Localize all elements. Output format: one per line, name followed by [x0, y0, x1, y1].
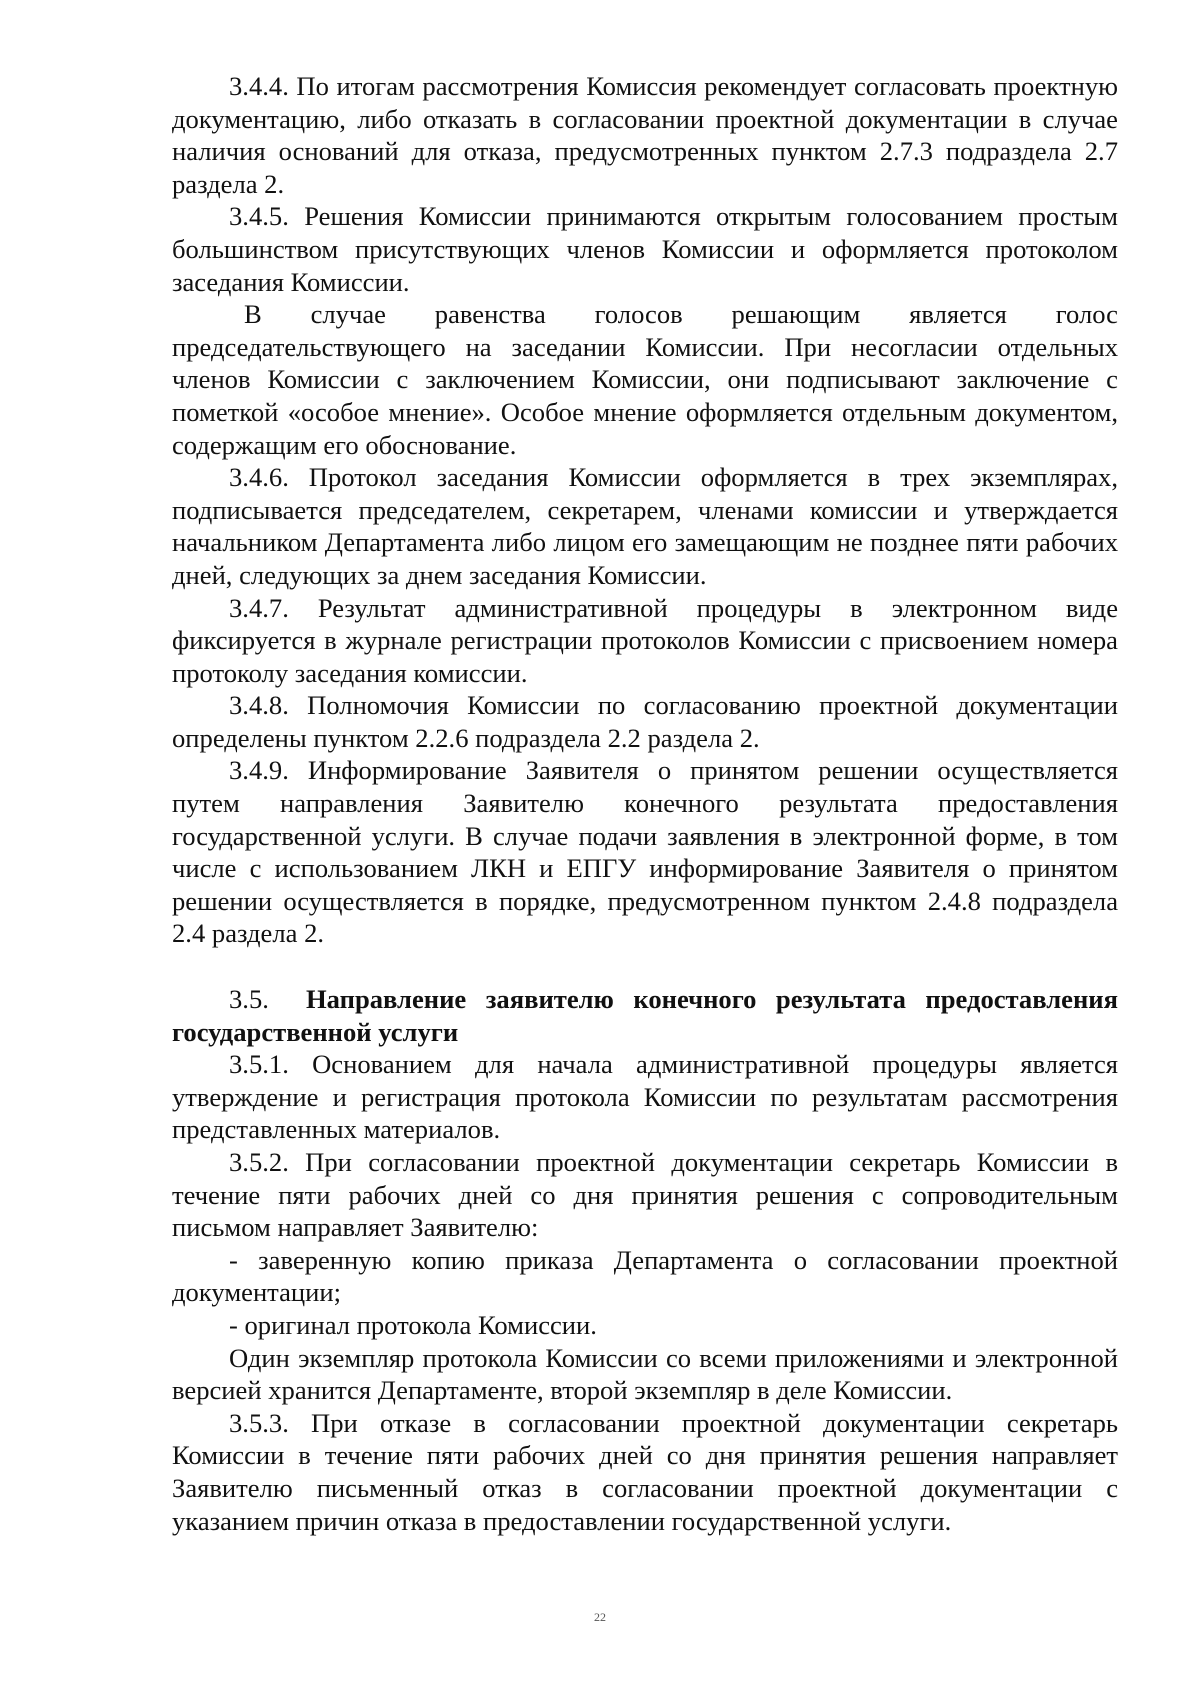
paragraph-3-5-3: 3.5.3. При отказе в согласовании проектной документации секретарь Комиссии в течение пяти рабочих дней со дня принятия решения направляет Заявителю письменный отказ в согласовании проектной документации с указанием причин отказа в предоставлении государственной услуги. [172, 1407, 1118, 1536]
section-spacer [172, 950, 1118, 983]
section-number: 3.5. [229, 984, 269, 1015]
paragraph-3-4-7: 3.4.7. Результат административной процедуры в электронном виде фиксируется в журнале регистрации протоколов Комиссии с присвоением номера протоколу заседания комиссии. [172, 592, 1118, 688]
section-title: Направление заявителю конечного результата предоставления государственной услуги [172, 984, 1118, 1047]
paragraph-3-4-5: 3.4.5. Решения Комиссии принимаются открытым голосованием простым большинством присутствующих членов Комиссии и оформляется протоколом заседания Комиссии. [172, 201, 1118, 297]
paragraph-3-4-4: 3.4.4. По итогам рассмотрения Комиссия рекомендует согласовать проектную документацию, либо отказать в согласовании проектной документации в случае наличия оснований для отказа, предусмотренных пунктом 2.7.3 подраздела 2.7 раздела 2. [172, 71, 1118, 199]
paragraph-3-5-2: 3.5.2. При согласовании проектной документации секретарь Комиссии в течение пяти рабочих дней со дня принятия решения с сопроводительным письмом направляет Заявителю: [172, 1147, 1118, 1243]
list-item-copy-order: - заверенную копию приказа Департамента о согласовании проектной документации; [172, 1244, 1118, 1308]
paragraph-storage: Один экземпляр протокола Комиссии со всеми приложениями и электронной версией хранится Департаменте, второй экземпляр в деле Комиссии. [172, 1342, 1118, 1406]
paragraph-3-4-9: 3.4.9. Информирование Заявителя о принятом решении осуществляется путем направления Заявителю конечного результата предоставления государственной услуги. В случае подачи заявления в электронной форме, в том числе с использованием ЛКН и ЕПГУ информирование Заявителя о принятом решении осуществляется в порядке, предусмотренном пунктом 2.4.8 подраздела 2.4 раздела 2. [172, 755, 1118, 949]
paragraph-3-4-6: 3.4.6. Протокол заседания Комиссии оформляется в трех экземплярах, подписывается председателем, секретарем, членами комиссии и утверждается начальником Департамента либо лицом его замещающим не позднее пяти рабочих дней, следующих за днем заседания Комиссии. [172, 462, 1118, 590]
list-item-original-protocol: - оригинал протокола Комиссии. [229, 1309, 597, 1340]
page-number: 22 [594, 1610, 606, 1624]
paragraph-3-5-1: 3.5.1. Основанием для начала административной процедуры является утверждение и регистрация протокола Комиссии по результатам рассмотрения представленных материалов. [172, 1049, 1118, 1145]
document-page [172, 70, 1118, 1537]
paragraph-3-4-8: 3.4.8. Полномочия Комиссии по согласованию проектной документации определены пунктом 2.2.6 подраздела 2.2 раздела 2. [172, 690, 1118, 753]
section-heading [172, 983, 1118, 1048]
paragraph-equal-votes: В случае равенства голосов решающим является голос председательствующего на заседании Комиссии. При несогласии отдельных членов Комиссии с заключением Комиссии, они подписывают заключение с пометкой «особое мнение». Особое мнение оформляется отдельным документом, содержащим его обоснование. [172, 299, 1118, 460]
